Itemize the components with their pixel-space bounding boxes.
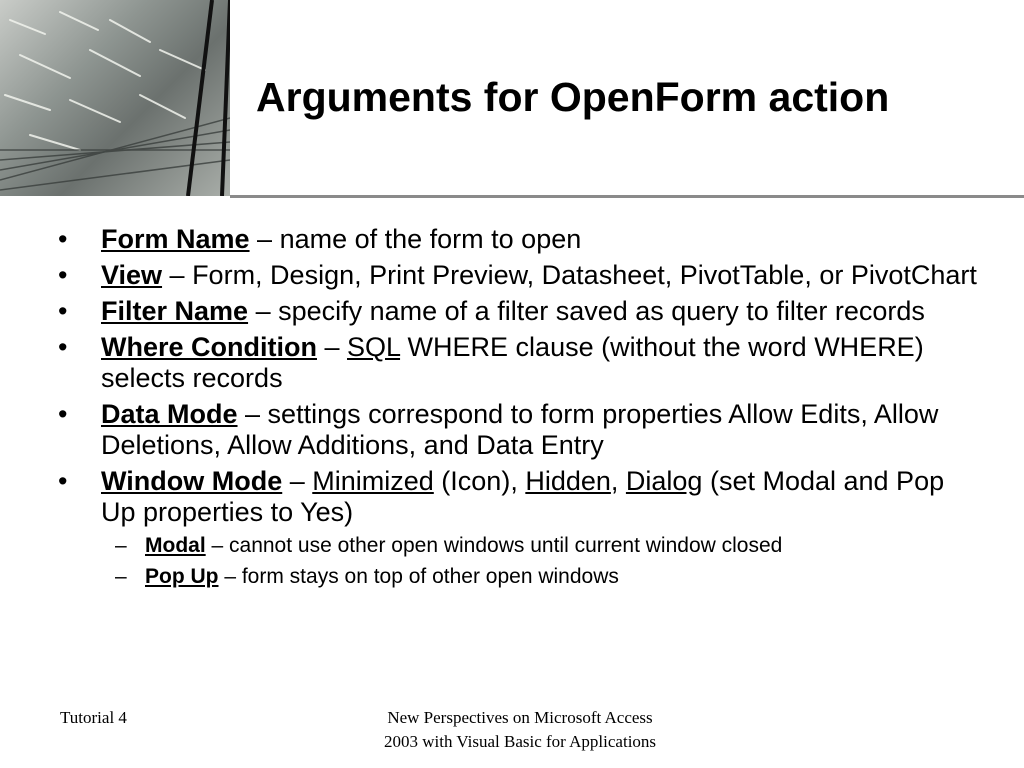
link-sql[interactable]: SQL xyxy=(347,332,401,362)
bullet-mark: • xyxy=(58,332,68,362)
bullet-filter-name xyxy=(58,296,978,327)
term-form-name: Form Name xyxy=(101,224,250,254)
bullet-where-condition xyxy=(58,332,978,394)
term-modal: Modal xyxy=(145,534,206,557)
sub-bullet-list xyxy=(101,532,978,590)
bullet-view xyxy=(58,260,978,291)
bullet-list xyxy=(58,224,978,595)
footer-line-2: 2003 with Visual Basic for Applications xyxy=(383,732,657,751)
bullet-mark: • xyxy=(58,260,68,290)
text-icon-suffix: (Icon), xyxy=(433,466,526,496)
bullet-mark: • xyxy=(58,296,68,326)
term-view: View xyxy=(101,260,163,290)
term-data-mode: Data Mode xyxy=(101,399,238,429)
light-streaks-graphic xyxy=(0,0,230,196)
desc-data-mode: – settings correspond to form properties Allow Edits, Allow Deletions, Allow Additions, and Data Entry xyxy=(101,399,939,460)
separator: – xyxy=(316,332,348,362)
term-window-mode: Window Mode xyxy=(101,466,283,496)
decorative-corner-photo xyxy=(0,0,230,196)
sub-bullet-mark: – xyxy=(115,534,127,557)
desc-modal: – cannot use other open windows until current window closed xyxy=(205,534,783,557)
footer-line-1: New Perspectives on Microsoft Access xyxy=(387,708,653,727)
footer-book-title xyxy=(330,706,710,754)
separator: – xyxy=(282,466,313,496)
link-dialog[interactable]: Dialog xyxy=(625,466,703,496)
bullet-data-mode xyxy=(58,399,978,461)
desc-window-mode: (set Modal and Pop Up properties to Yes) xyxy=(101,466,945,527)
footer-tutorial: Tutorial 4 xyxy=(60,708,127,727)
bullet-window-mode xyxy=(58,466,978,590)
bullet-mark: • xyxy=(58,399,68,429)
sub-bullet-modal xyxy=(101,532,978,559)
desc-form-name: – name of the form to open xyxy=(249,224,582,254)
term-where-condition: Where Condition xyxy=(101,332,317,362)
desc-pop-up: – form stays on top of other open windows xyxy=(218,565,619,588)
slide-title: Arguments for OpenForm action xyxy=(256,74,890,120)
desc-where-condition: WHERE clause (without the word WHERE) selects records xyxy=(101,332,924,393)
term-filter-name: Filter Name xyxy=(101,296,249,326)
sub-bullet-mark: – xyxy=(115,565,127,588)
link-minimized[interactable]: Minimized xyxy=(312,466,434,496)
text-comma: , xyxy=(610,466,626,496)
sub-bullet-pop-up xyxy=(101,563,978,590)
bullet-mark: • xyxy=(58,466,68,496)
bullet-mark: • xyxy=(58,224,68,254)
desc-filter-name: – specify name of a filter saved as query to filter records xyxy=(248,296,925,326)
desc-view: – Form, Design, Print Preview, Datasheet, PivotTable, or PivotChart xyxy=(162,260,977,290)
title-divider xyxy=(230,195,1024,198)
term-pop-up: Pop Up xyxy=(145,565,219,588)
link-hidden[interactable]: Hidden xyxy=(525,466,611,496)
bullet-form-name xyxy=(58,224,978,255)
